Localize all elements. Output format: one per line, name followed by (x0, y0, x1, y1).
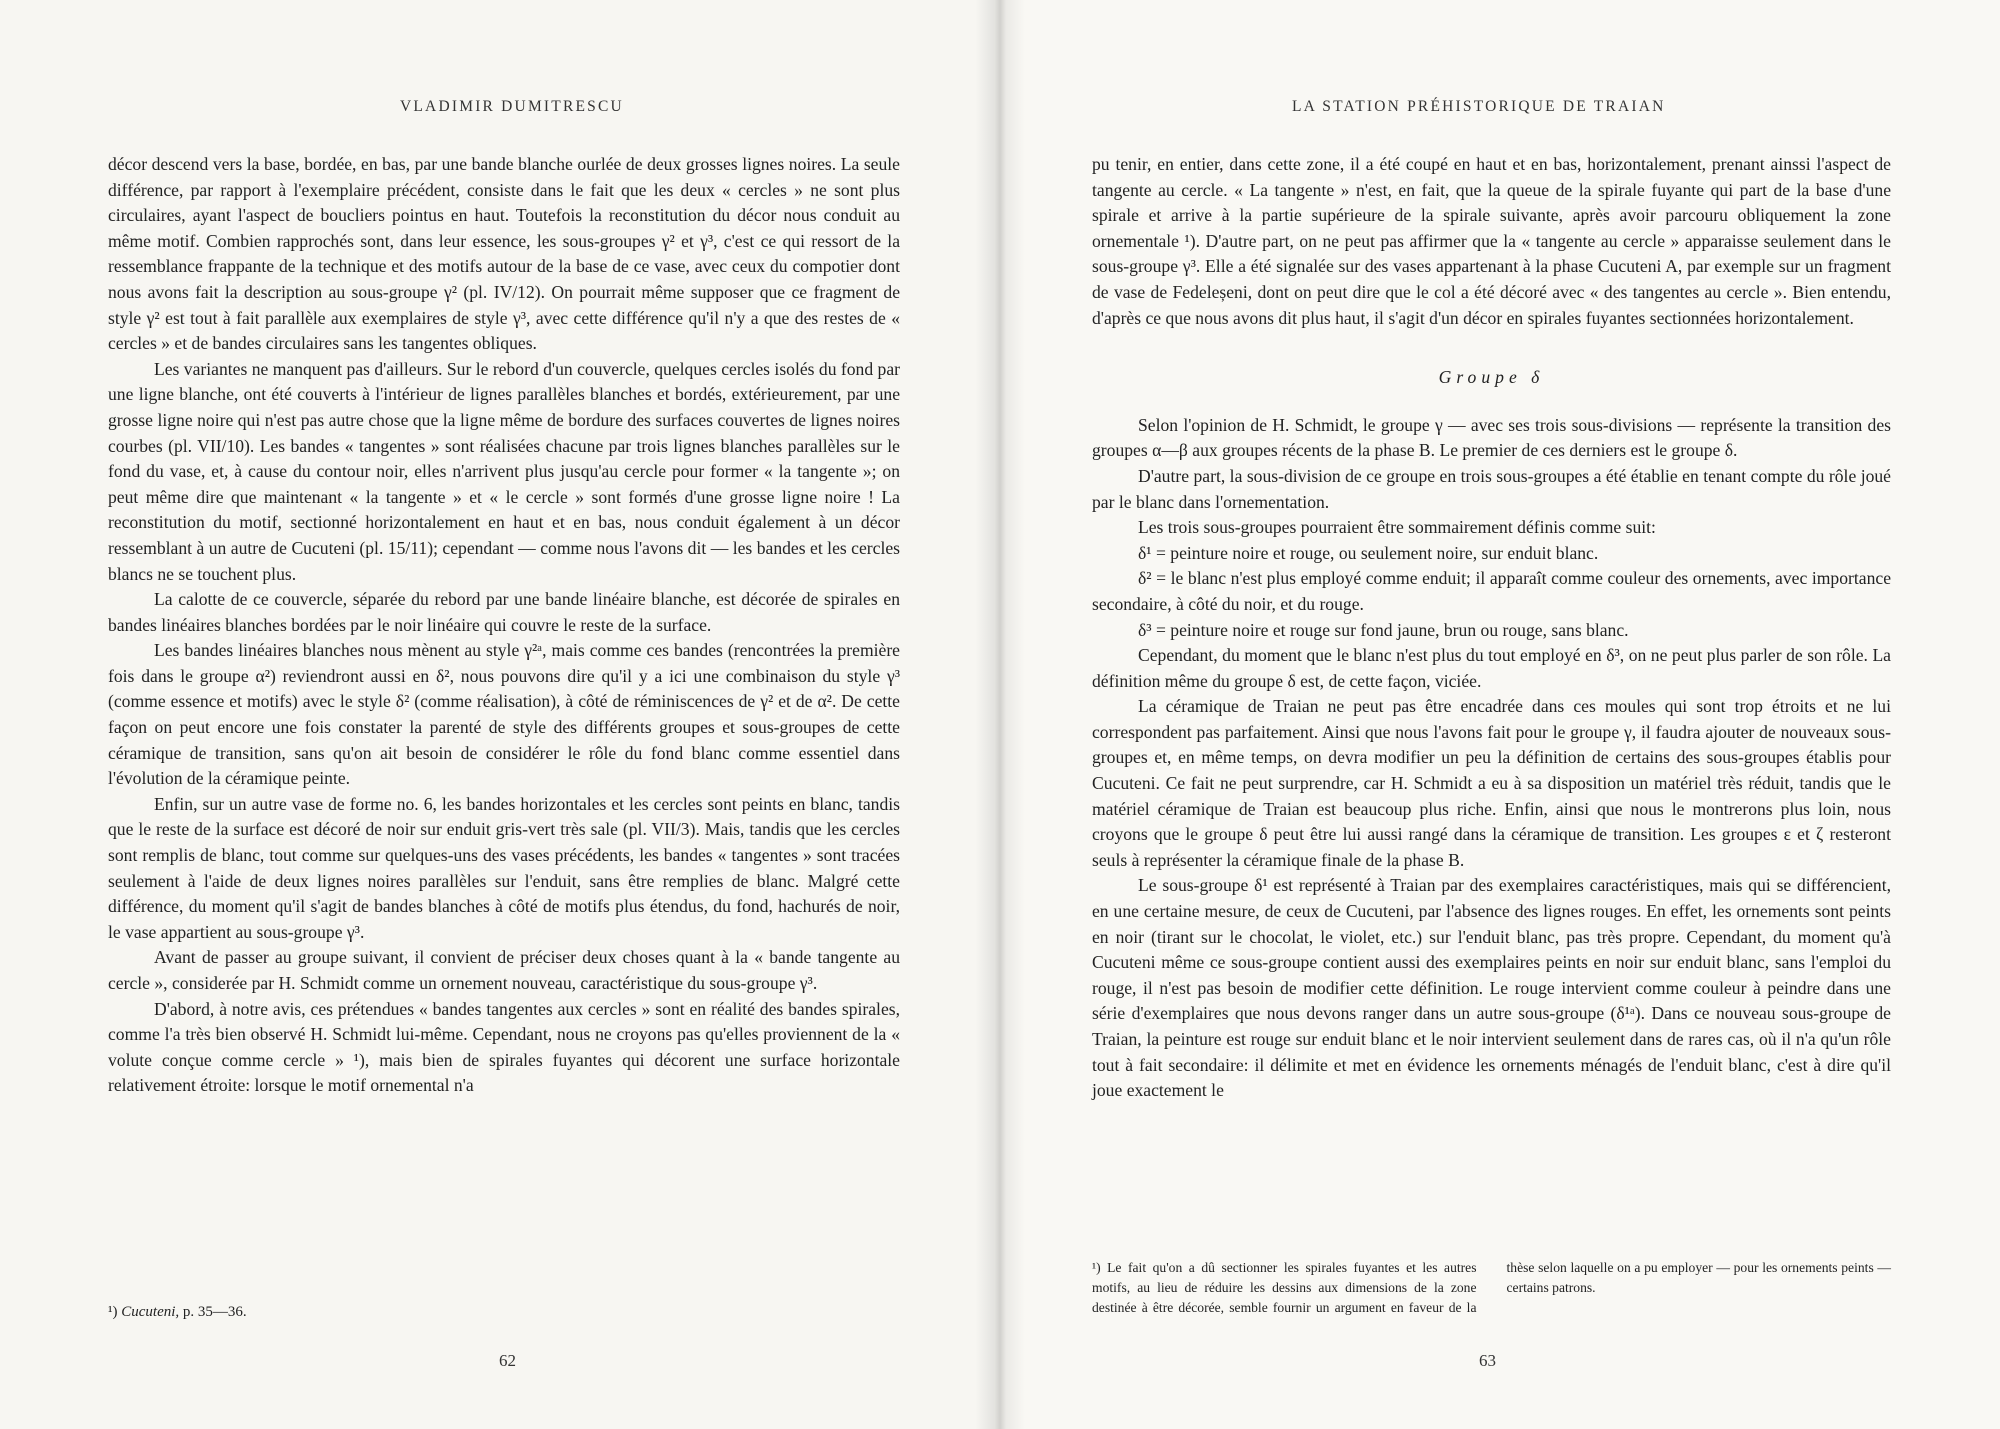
left-body-text (108, 152, 900, 1099)
paragraph: décor descend vers la base, bordée, en bas, par une bande blanche ourlée de deux grosses lignes noires. La seule différence, par rapport à l'exemplaire précédent, consiste dans le fait que les deux « cercles » ne sont plus circulaires, ayant l'aspect de boucliers pointus en haut. Toutefois la reconstitution du décor nous conduit au même motif. Combien rapprochés sont, dans leur essence, les sous-groupes γ² et γ³, c'est ce qui ressort de la ressemblance frappante de la technique et des motifs autour de la base de ce vase, avec ceux du compotier dont nous avons fait la description au sous-groupe γ² (pl. IV/12). On pourrait même supposer que ce fragment de style γ² est tout à fait parallèle aux exemplaires de style γ³, avec cette différence qu'il n'y a que des restes de « cercles » et de bandes circulaires sans les tangentes obliques. (108, 154, 900, 354)
paragraph: Cependant, du moment que le blanc n'est plus du tout employé en δ³, on ne peut plus parler de son rôle. La définition même du groupe δ est, de cette façon, viciée. (1092, 645, 1891, 691)
footnote-source: Cucuteni, (121, 1304, 180, 1320)
paragraph: Le sous-groupe δ¹ est représenté à Traian par des exemplaires caractéristiques, mais qui se différencient, en une certaine mesure, de ceux de Cucuteni, par l'absence des lignes rouges. En effet, les ornements sont peints en noir (tirant sur le chocolat, le violet, etc.) sur l'enduit blanc, pas très propre. Cependant, du moment qu'à Cucuteni même ce sous-groupe contient aussi des exemplaires peints en noir sur enduit blanc, sans l'emploi du rouge, il n'est pas besoin de modifier cette définition. Le rouge intervient comme couleur à peindre dans une série d'exemplaires que nous devons ranger dans un autre sous-groupe (δ¹ᵃ). Dans ce nouveau sous-groupe de Traian, la peinture est rouge sur enduit blanc et le noir intervient seulement dans de rares cas, où il n'a qu'un rôle tout à fait secondaire: il délimite et met en évidence les ornements ménagés de l'enduit blanc, c'est à dire qu'il joue exactement le (1092, 875, 1891, 1101)
definition-item: δ³ = peinture noire et rouge sur fond jaune, brun ou rouge, sans blanc. (1138, 619, 1629, 640)
footnote-marker: ¹) (108, 1304, 118, 1320)
definition-item: δ¹ = peinture noire et rouge, ou seulement noire, sur enduit blanc. (1138, 542, 1599, 563)
footnote-left (108, 1304, 247, 1321)
paragraph: pu tenir, en entier, dans cette zone, il a été coupé en haut et en bas, horizontalement, prenant ainssi l'aspect de tangente au cercle. « La tangente » n'est, en fait, que la queue de la spirale fuyante qui part de la base d'une spirale et arrive à la partie supérieure de la spirale suivante, après avoir parcouru obliquement la zone ornementale ¹). D'autre part, on ne peut pas affirmer que la « tangente au cercle » apparaisse seulement dans le sous-groupe γ³. Elle a été signalée sur des vases appartenant à la phase Cucuteni A, par exemple sur un fragment de vase de Fedeleșeni, dont on peut dire que le col a été décoré avec « des tangentes au cercle ». Bien entendu, d'après ce que nous avons dit plus haut, il s'agit d'un décor en spirales fuyantes sectionnées horizontalement. (1092, 154, 1891, 328)
page-number-right: 63 (1479, 1351, 1496, 1370)
footnote-pages: p. 35—36. (182, 1304, 247, 1320)
paragraph: Enfin, sur un autre vase de forme no. 6, les bandes horizontales et les cercles sont peints en blanc, tandis que le reste de la surface est décoré de noir sur enduit gris-vert très sale (pl. VII/3). Mais, tandis que les cercles sont remplis de blanc, tout comme sur quelques-uns des vases précédents, les bandes « tangentes » sont tracées seulement à l'aide de deux lignes noires parallèles sur l'enduit, sans être remplies de blanc. Malgré cette différence, du moment qu'il s'agit de bandes blanches à côté de motifs plus étendus, du fond, hachurés de noir, le vase appartient au sous-groupe γ³. (108, 793, 900, 942)
paragraph: Avant de passer au groupe suivant, il convient de préciser deux choses quant à la « bande tangente au cercle », considerée par H. Schmidt comme un ornement nouveau, caractéristique du sous-groupe γ³. (108, 947, 900, 993)
paragraph: D'abord, à notre avis, ces prétendues « bandes tangentes aux cercles » sont en réalité des bandes spirales, comme l'a très bien observé H. Schmidt lui-même. Cependant, nous ne croyons pas qu'elles proviennent de la « volute conçue comme cercle » ¹), mais bien de spirales fuyantes qui décorent une surface horizontale relativement étroite: lorsque le motif ornemental n'a (108, 998, 900, 1096)
paragraph: La céramique de Traian ne peut pas être encadrée dans ces moules qui sont trop étroits et ne lui correspondent pas parfaitement. Ainsi que nous l'avons fait pour le groupe γ, il faudra ajouter de nouveaux sous-groupes et, en même temps, on devra modifier un peu la définition de certains des sous-groupes établis pour Cucuteni. Ce fait ne peut surprendre, car H. Schmidt a eu à sa disposition un matériel très réduit, tandis que le matériel céramique de Traian est beaucoup plus riche. Enfin, ainsi que nous le montrerons plus loin, nous croyons que le groupe δ peut être lui aussi rangé dans la céramique de transition. Les groupes ε et ζ resteront seuls à représenter la céramique finale de la phase B. (1092, 696, 1891, 870)
paragraph: La calotte de ce couvercle, séparée du rebord par une bande linéaire blanche, est décorée de spirales en bandes linéaires blanches bordées par le noir linéaire qui couvre le reste de la surface. (108, 589, 900, 635)
footnote-right: ¹) Le fait qu'on a dû sectionner les spirales fuyantes et les autres motifs, au lieu de réduire les dessins aux dimensions de la zone destinée à être décorée, semble fournir un argument en faveur de la thèse selon laquelle on a pu employer — pour les ornements peints — certains patrons. (1092, 1260, 1891, 1315)
running-head-right: LA STATION PRÉHISTORIQUE DE TRAIAN (1292, 98, 1666, 115)
page-number-left: 62 (499, 1351, 516, 1370)
left-page (0, 0, 994, 1429)
definition-item: δ² = le blanc n'est plus employé comme enduit; il apparaît comme couleur des ornements, avec importance secondaire, à côté du noir, et du rouge. (1092, 568, 1891, 614)
paragraph: Selon l'opinion de H. Schmidt, le groupe γ — avec ses trois sous-divisions — représente la transition des groupes α—β aux groupes récents de la phase B. Le premier de ces derniers est le groupe δ. (1092, 414, 1891, 461)
paragraph: Les trois sous-groupes pourraient être sommairement définis comme suit: (1138, 517, 1656, 538)
right-body-text (1092, 152, 1891, 1104)
paragraph: D'autre part, la sous-division de ce groupe en trois sous-groupes a été établie en tenant compte du rôle joué par le blanc dans l'ornementation. (1092, 465, 1891, 512)
right-page (994, 0, 2000, 1429)
section-title: Groupe δ (1438, 367, 1545, 388)
paragraph: Les variantes ne manquent pas d'ailleurs. Sur le rebord d'un couvercle, quelques cercles isolés du fond par une ligne blanche, ont été couverts à l'intérieur de lignes parallèles blanches et bordés, extérieurement, par une grosse ligne noire qui n'est pas autre chose que la ligne même de bordure des surfaces couvertes de lignes noires courbes (pl. VII/10). Les bandes « tangentes » sont réalisées chacune par trois lignes blanches parallèles sur le fond du vase, et, à cause du contour noir, elles n'arrivent plus jusqu'au cercle pour former « la tangente »; on peut même dire que maintenant « la tangente » et « le cercle » sont formés d'une grosse ligne noire ! La reconstitution du motif, sectionné horizontalement en haut et en bas, nous conduit également à un décor ressemblant à un autre de Cucuteni (pl. 15/11); cependant — comme nous l'avons dit — les bandes et les cercles blancs ne se touchent plus. (108, 358, 901, 584)
running-head-left: VLADIMIR DUMITRESCU (400, 98, 624, 115)
paragraph: Les bandes linéaires blanches nous mènent au style γ²ᵃ, mais comme ces bandes (rencontrées la première fois dans le groupe α²) reviendront aussi en δ², nous pouvons dire qu'il y a ici une combinaison du style γ³ (comme essence et motifs) avec le style δ² (comme réalisation), à côté de réminiscences de γ² et de α². De cette façon on peut encore une fois constater la parenté de style des différents groupes et sous-groupes de cette céramique de transition, sans qu'on ait besoin de considérer le rôle du fond blanc comme essentiel dans l'évolution de la céramique peinte. (108, 640, 900, 789)
